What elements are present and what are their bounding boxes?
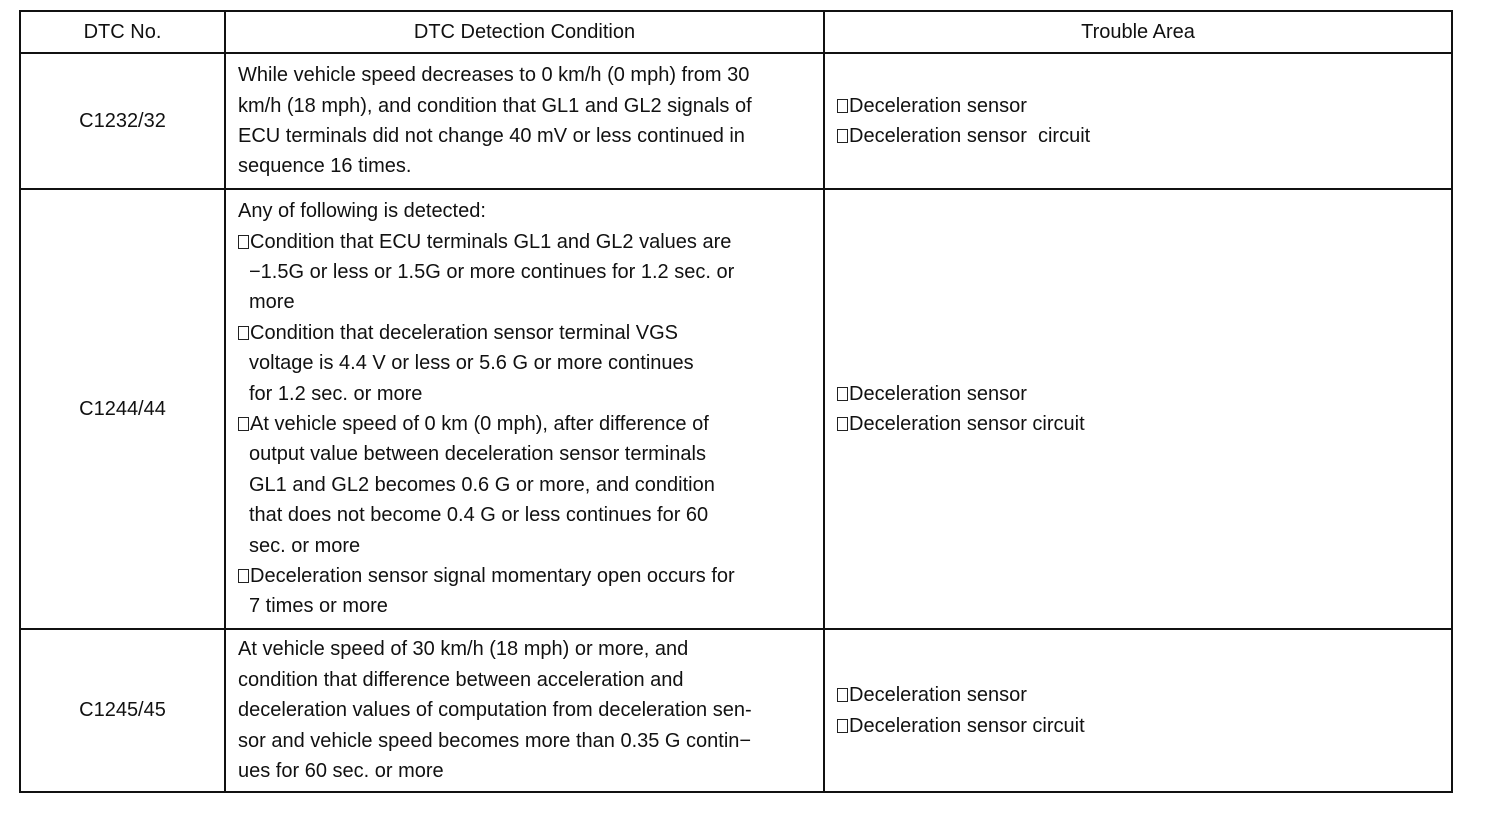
checkbox-square-icon bbox=[837, 129, 848, 143]
bullet-text: Deceleration sensor signal momentary open occurs for bbox=[250, 565, 735, 588]
checkbox-square-icon bbox=[837, 417, 848, 431]
trouble-item bbox=[837, 91, 1439, 121]
checkbox-square-icon bbox=[837, 99, 848, 113]
condition-line: sor and vehicle speed becomes more than 0.35 G contin− bbox=[238, 729, 752, 752]
trouble-item-label: Deceleration sensor bbox=[849, 684, 1027, 707]
trouble-item bbox=[837, 379, 1439, 409]
condition-line: GL1 and GL2 becomes 0.6 G or more, and condition bbox=[249, 473, 715, 496]
condition-line: At vehicle speed of 30 km/h (18 mph) or more, and bbox=[238, 638, 689, 661]
checkbox-square-icon bbox=[238, 235, 249, 249]
condition-line: condition that difference between acceleration and bbox=[238, 668, 684, 691]
condition-line: for 1.2 sec. or more bbox=[249, 382, 423, 405]
trouble-item-label: Deceleration sensor circuit bbox=[849, 714, 1085, 737]
condition-line: While vehicle speed decreases to 0 km/h (0 mph) from 30 bbox=[238, 64, 750, 87]
trouble-item-label: Deceleration sensor bbox=[849, 94, 1027, 117]
condition-line: voltage is 4.4 V or less or 5.6 G or more continues bbox=[249, 352, 694, 375]
dtc-code: C1245/45 bbox=[20, 629, 225, 792]
condition-line: deceleration values of computation from deceleration sen- bbox=[238, 699, 752, 722]
condition-line: ues for 60 sec. or more bbox=[238, 760, 444, 783]
condition-line: more bbox=[249, 291, 295, 314]
condition-bullet bbox=[238, 561, 813, 591]
checkbox-square-icon bbox=[837, 719, 848, 733]
condition-line: km/h (18 mph), and condition that GL1 and GL2 signals of bbox=[238, 94, 752, 117]
trouble-item-label: Deceleration sensor circuit bbox=[849, 125, 1091, 147]
dtc-code: C1244/44 bbox=[20, 189, 225, 629]
table-row bbox=[20, 53, 1452, 189]
detection-condition bbox=[225, 189, 824, 629]
checkbox-square-icon bbox=[238, 569, 249, 583]
condition-line: −1.5G or less or 1.5G or more continues for 1.2 sec. or bbox=[249, 260, 735, 283]
checkbox-square-icon bbox=[837, 387, 848, 401]
trouble-item bbox=[837, 121, 1439, 151]
dtc-table bbox=[19, 10, 1453, 793]
condition-line: sequence 16 times. bbox=[238, 155, 412, 178]
dtc-code: C1232/32 bbox=[20, 53, 225, 189]
trouble-area bbox=[824, 53, 1452, 189]
header-dtc-no: DTC No. bbox=[20, 11, 225, 53]
trouble-item bbox=[837, 711, 1439, 741]
checkbox-square-icon bbox=[238, 326, 249, 340]
condition-line: 7 times or more bbox=[249, 595, 388, 618]
trouble-area bbox=[824, 189, 1452, 629]
detection-condition bbox=[225, 53, 824, 189]
condition-line: ECU terminals did not change 40 mV or less continued in bbox=[238, 125, 745, 147]
table-row bbox=[20, 189, 1452, 629]
bullet-text: Condition that deceleration sensor terminal VGS bbox=[250, 321, 679, 344]
condition-line: output value between deceleration sensor terminals bbox=[249, 443, 706, 466]
bullet-text: Condition that ECU terminals GL1 and GL2 values are bbox=[250, 230, 732, 253]
condition-bullet bbox=[238, 227, 813, 257]
condition-bullet bbox=[238, 318, 813, 348]
condition-line: that does not become 0.4 G or less continues for 60 bbox=[249, 504, 709, 527]
trouble-item bbox=[837, 409, 1439, 439]
trouble-item-label: Deceleration sensor bbox=[849, 382, 1027, 405]
checkbox-square-icon bbox=[238, 417, 249, 431]
dtc-table-container bbox=[19, 10, 1453, 793]
header-trouble-area: Trouble Area bbox=[824, 11, 1452, 53]
header-detection-condition: DTC Detection Condition bbox=[225, 11, 824, 53]
trouble-area bbox=[824, 629, 1452, 792]
trouble-item bbox=[837, 680, 1439, 710]
bullet-text: At vehicle speed of 0 km (0 mph), after difference of bbox=[250, 413, 709, 435]
condition-line: sec. or more bbox=[249, 534, 361, 557]
trouble-item-label: Deceleration sensor circuit bbox=[849, 413, 1085, 435]
table-row bbox=[20, 629, 1452, 792]
header-row bbox=[20, 11, 1452, 53]
condition-bullet bbox=[238, 409, 813, 439]
condition-intro: Any of following is detected: bbox=[238, 200, 486, 223]
detection-condition bbox=[225, 629, 824, 792]
checkbox-square-icon bbox=[837, 688, 848, 702]
